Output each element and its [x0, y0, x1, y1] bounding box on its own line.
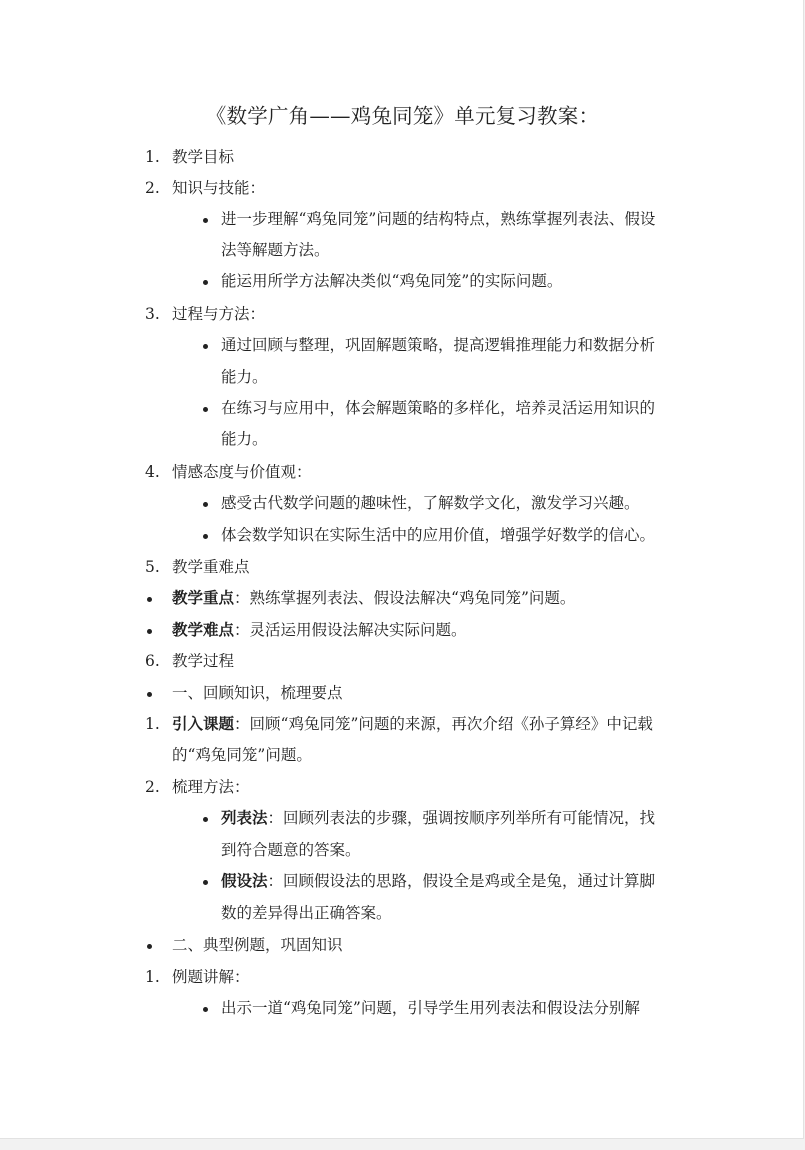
bullet-icon	[203, 407, 208, 412]
method-text: ：回顾假设法的思路，假设全是鸡或全是兔，通过计算脚	[267, 872, 656, 890]
bullet-text: 通过回顾与整理，巩固解题策略，提高逻辑推理能力和数据分析	[221, 336, 656, 354]
list-number: 3.	[145, 305, 160, 323]
bullet-icon	[203, 817, 208, 822]
difficult-point	[172, 619, 467, 641]
bullet-icon	[147, 944, 152, 949]
list-item: 教学目标	[172, 148, 235, 166]
bullet-text: 感受古代数学问题的趣味性，了解数学文化，激发学习兴趣。	[221, 494, 640, 512]
list-item: 教学重难点	[172, 558, 250, 576]
list-number: 2.	[145, 778, 160, 796]
list-number: 1.	[145, 715, 160, 733]
list-item-cont: 的“鸡兔同笼”问题。	[172, 746, 312, 764]
intro-label: 引入课题	[172, 714, 235, 733]
bullet-text: 进一步理解“鸡兔同笼”问题的结构特点，熟练掌握列表法、假设	[221, 210, 656, 228]
difficult-point-text: ：灵活运用假设法解决实际问题。	[234, 621, 467, 639]
list-number: 4.	[145, 463, 160, 481]
method-item	[221, 807, 655, 829]
list-item: 知识与技能：	[172, 179, 266, 197]
bullet-icon	[203, 880, 208, 885]
method-text: ：回顾列表法的步骤，强调按顺序列举所有可能情况，找	[267, 809, 656, 827]
bullet-icon	[147, 597, 152, 602]
key-point	[172, 587, 575, 609]
list-item: 例题讲解：	[172, 968, 250, 986]
method-label: 假设法	[221, 871, 268, 890]
bullet-icon	[203, 1007, 208, 1012]
bullet-icon	[147, 692, 152, 697]
page-title: 《数学广角——鸡兔同笼》单元复习教案：	[205, 104, 600, 128]
bullet-text-cont: 能力。	[221, 430, 268, 448]
bullet-icon	[203, 218, 208, 223]
bullet-text: 在练习与应用中，体会解题策略的多样化，培养灵活运用知识的	[221, 399, 656, 417]
list-item: 过程与方法：	[172, 305, 266, 323]
method-item	[221, 870, 655, 892]
bullet-icon	[203, 280, 208, 285]
section-heading: 二、典型例题，巩固知识	[172, 936, 343, 954]
bullet-text: 能运用所学方法解决类似“鸡兔同笼”的实际问题。	[221, 272, 563, 290]
bullet-text-cont: 法等解题方法。	[221, 241, 330, 259]
bullet-icon	[203, 534, 208, 539]
bullet-icon	[147, 629, 152, 634]
list-item: 教学过程	[172, 652, 235, 670]
list-number: 6.	[145, 652, 160, 670]
list-number: 1.	[145, 968, 160, 986]
section-heading: 一、回顾知识，梳理要点	[172, 684, 343, 702]
bullet-icon	[203, 502, 208, 507]
list-number: 1.	[145, 148, 160, 166]
method-item-cont: 到符合题意的答案。	[221, 841, 361, 859]
list-number: 5.	[145, 558, 160, 576]
list-number: 2.	[145, 179, 160, 197]
method-item-cont: 数的差异得出正确答案。	[221, 904, 392, 922]
intro-text: ：回顾“鸡兔同笼”问题的来源，再次介绍《孙子算经》中记载	[234, 715, 653, 733]
bullet-text: 出示一道“鸡兔同笼”问题，引导学生用列表法和假设法分别解	[221, 999, 640, 1017]
list-item: 梳理方法：	[172, 778, 250, 796]
list-item: 情感态度与价值观：	[172, 463, 312, 481]
bullet-text: 体会数学知识在实际生活中的应用价值，增强学好数学的信心。	[221, 526, 656, 544]
key-point-label: 教学重点	[172, 588, 235, 607]
bullet-text-cont: 能力。	[221, 368, 268, 386]
difficult-point-label: 教学难点	[172, 620, 235, 639]
method-label: 列表法	[221, 808, 268, 827]
bullet-icon	[203, 344, 208, 349]
key-point-text: ：熟练掌握列表法、假设法解决“鸡兔同笼”问题。	[234, 589, 576, 607]
list-item	[172, 713, 653, 735]
